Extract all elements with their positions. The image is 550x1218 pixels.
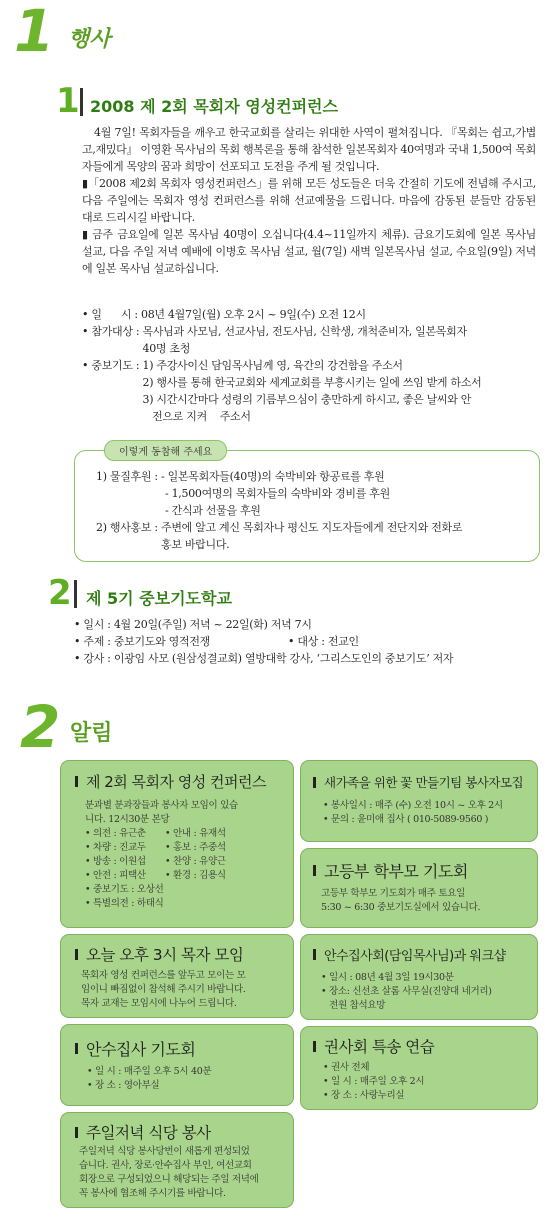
event1-title: 2008 제 2회 목회자 영성컨퍼런스 — [90, 97, 338, 116]
participate-label: 1) 물질후원 : — [96, 470, 161, 483]
detail-line: 40명 초청 — [142, 342, 191, 355]
detail-value: 08년 4월7일(월) 오후 2시 ~ 9일(수) 오전 12시 — [141, 308, 366, 321]
participate-line: 홍보 바랍니다. — [161, 538, 230, 551]
detail-line: 2) 행사를 통해 한국교회와 세계교회를 부흥시키는 일에 쓰임 받게 하소서 — [142, 376, 482, 389]
detail-date — [82, 306, 542, 323]
event1-details — [82, 306, 542, 425]
notice-title-text: 제 2회 목회자 영성 컨퍼런스 — [86, 773, 267, 791]
participate-line: 주변에 알고 계신 목회자나 평신도 지도자들에게 전단지와 전화로 — [161, 521, 463, 534]
notice-line: • 문의 : 윤미애 집사 ( 010-5089-9560 ) — [323, 814, 489, 825]
notice-flower-team — [300, 760, 538, 842]
participate-tag: 이렇게 동참해 주세요 — [104, 440, 227, 461]
notice-cell: • 홍보 : 주중석 — [165, 842, 226, 853]
event2-line: • 강사 : 이광임 사모 (원삼성결교회) 열방대학 강사, ‘그리스도인의 중보기도’ 저자 — [74, 652, 454, 665]
notice-line: • 장 소 : 사랑누리실 — [323, 1090, 405, 1101]
notice-body — [321, 887, 480, 915]
notice-body — [321, 971, 492, 1013]
notice-body — [323, 1061, 424, 1103]
notice-line: • 일 시 : 매주일 오후 2시 — [323, 1076, 425, 1087]
notice-deacon-prayer — [60, 1024, 294, 1106]
notice-cell: • 의전 : 유근춘 — [85, 828, 146, 839]
notice-title-text: 새가족을 위한 꽃 만들기팀 봉사자모집 — [324, 775, 524, 790]
event2-number: 2 — [48, 573, 72, 613]
event1-paragraph: 4월 7일! 목회자들을 깨우고 한국교회를 살리는 위대한 사역이 펼쳐집니다. 『목회는 쉽고,가볍고,재밌다』 이영환 목사님의 목회 행복론을 통해 참석한 일본목회자 40여명과 국내 1,500여 목회자들에게 목양의 꿈과 희망이 선포되고 도전을 주게 될 것입니다. — [82, 126, 536, 173]
notice-body — [85, 799, 238, 911]
participate-lines — [161, 519, 462, 553]
event1-number: 1 — [56, 81, 80, 121]
notice-title — [75, 1037, 195, 1060]
detail-label: • 참가대상 : — [82, 325, 143, 338]
notice-line: 니다. 12시30분 본당 — [85, 814, 170, 825]
event1-paragraph: ▮ 금주 금요일에 일본 목사님 40명이 오십니다(4.4~11일까지 체류). 금요기도회에 일본 목사님 설교, 다음 주일 저녁 예배에 이병호 목사님 설교, 월(7일) 새벽 일본목사님 설교, 수요일(9일) 저녁에 일본 목사님 설교하십니다. — [82, 228, 536, 275]
notice-line: 꼭 봉사에 협조해 주시기를 바랍니다. — [79, 1188, 226, 1199]
notice-cell: • 찬양 : 유양근 — [165, 856, 226, 867]
notice-line: • 특별의전 : 하태식 — [85, 898, 164, 909]
participate-item — [96, 468, 536, 519]
participate-lines — [161, 468, 390, 519]
participate-list — [96, 468, 536, 553]
detail-label: • 일 시 : — [82, 308, 142, 321]
bullet-icon — [313, 949, 316, 960]
detail-label: • 중보기도 : — [82, 359, 143, 372]
bullet-icon — [75, 776, 78, 787]
section2-number: 2 — [20, 693, 61, 761]
notice-choir-practice — [300, 1026, 538, 1110]
notice-title — [313, 945, 506, 964]
notice-body — [87, 1065, 211, 1093]
notice-cell: • 안내 : 유재석 — [165, 828, 226, 839]
event2-target: • 대상 : 전교인 — [288, 635, 359, 648]
bullet-icon — [75, 1127, 78, 1138]
notice-deacon-workshop — [300, 934, 538, 1020]
event2-topic: • 주제 : 중보기도와 영적전쟁 — [74, 635, 210, 648]
event2-title: 제 5기 중보기도학교 — [86, 589, 232, 608]
participate-line: - 1,500여명의 목회자들의 숙박비와 경비를 후원 — [165, 487, 390, 500]
event2-topic-row — [74, 633, 544, 650]
section1-title: 행사 — [68, 27, 111, 52]
notice-cell: • 안전 : 피택산 — [85, 870, 146, 881]
notice-line: 임이니 빠짐없이 참석해 주시기 바랍니다. — [81, 984, 246, 995]
notice-line: • 권사 전체 — [323, 1062, 370, 1073]
event1-divider — [80, 88, 83, 116]
notice-title-text: 안수집사 기도회 — [86, 1040, 196, 1059]
event2-info — [74, 616, 544, 667]
notice-title-text: 주일저녁 식당 봉사 — [86, 1124, 211, 1142]
notice-line: • 중보기도 : 오상선 — [85, 884, 164, 895]
event1-description — [82, 124, 536, 277]
detail-value — [143, 323, 467, 357]
bullet-icon — [313, 865, 316, 876]
notice-pair — [85, 855, 238, 869]
bullet-icon — [313, 1041, 316, 1052]
notice-cell: • 방송 : 이원섭 — [85, 856, 146, 867]
event1-paragraph: ▮「2008 제2회 목회자 영성컨퍼런스」를 위해 모든 성도들은 더욱 간절히 기도에 전념해 주시고, 다음 주일에는 목회자 영성 컨퍼런스를 위해 선교예물을 드립니다. 마음에 감동된 분들만 감동된 대로 드리시길 바랍니다. — [82, 177, 536, 224]
detail-participants — [82, 323, 542, 357]
detail-line: 3) 시간시간마다 성령의 기름부으심이 충만하게 하시고, 좋은 날씨와 안 — [142, 393, 472, 406]
notice-cell: • 환경 : 김용식 — [165, 870, 226, 881]
notice-line: 주일저녁 식당 봉사당번이 새롭게 편성되었 — [79, 1146, 250, 1157]
notice-line: • 봉사일시 : 매주 (수) 오전 10시 ~ 오후 2시 — [323, 800, 503, 811]
bullet-icon — [75, 1043, 78, 1054]
notice-line: 목회자 영성 컨퍼런스를 앞두고 모이는 모 — [81, 970, 246, 981]
notice-line: 5:30 ~ 6:30 중보기도실에서 있습니다. — [321, 902, 481, 913]
detail-value — [143, 357, 482, 425]
notice-title — [313, 773, 523, 791]
notice-line: 전원 참석요망 — [321, 1000, 386, 1011]
notice-line: • 일 시 : 매주일 오후 5시 40분 — [87, 1066, 212, 1077]
notice-line: • 장 소 : 영아부실 — [87, 1080, 160, 1091]
detail-line: 목사님과 사모님, 선교사님, 전도사님, 신학생, 개척준비자, 일본목회자 — [142, 325, 467, 338]
notice-title-text: 오늘 오후 3시 목자 모임 — [86, 946, 244, 964]
notice-line: • 장소: 신선초 살롬 사무실(진양대 네거리) — [321, 986, 492, 997]
notice-pair — [85, 841, 238, 855]
notice-cell: • 차량 : 진교두 — [85, 842, 146, 853]
notice-pair — [85, 869, 238, 883]
participate-line: - 간식과 선물을 후원 — [165, 504, 261, 517]
notice-title-text: 권사회 특송 연습 — [324, 1038, 435, 1056]
participate-line: - 일본목회자들(40명)의 숙박비와 항공료를 후원 — [161, 470, 385, 483]
notice-title — [75, 771, 266, 792]
detail-prayer — [82, 357, 542, 425]
notice-title-text: 고등부 학부모 기도회 — [324, 862, 468, 881]
bullet-icon — [313, 777, 316, 788]
notice-title — [75, 1121, 211, 1143]
notice-conference — [60, 760, 294, 928]
detail-line: 1) 주강사이신 담임목사님께 영, 육간의 강건함을 주소서 — [142, 359, 403, 372]
notice-body — [81, 969, 246, 1011]
notice-body — [323, 799, 503, 827]
notice-title — [75, 943, 243, 965]
section1-number: 1 — [14, 0, 55, 65]
notice-line: 목자 교재는 모임시에 나누어 드립니다. — [81, 998, 237, 1009]
event2-line: • 일시 : 4월 20일(주일) 저녁 ~ 22일(화) 저녁 7시 — [74, 618, 312, 631]
notice-title — [313, 859, 468, 882]
detail-line: 전으로 지켜 주소서 — [142, 410, 251, 423]
notice-line: • 일시 : 08년 4월 3일 19시30분 — [321, 972, 454, 983]
notice-shepherd-meeting — [60, 934, 294, 1018]
notice-title — [313, 1035, 434, 1057]
participate-item — [96, 519, 536, 553]
notice-line: 고등부 학부모 기도회가 매주 토요일 — [321, 888, 466, 899]
notice-dinner-service — [60, 1112, 294, 1208]
notice-line: 회장으로 구성되었으니 해당되는 주일 저녁에 — [79, 1174, 259, 1185]
bullet-icon — [75, 949, 78, 960]
event2-divider — [74, 580, 77, 608]
participate-label: 2) 행사홍보 : — [96, 521, 161, 534]
notice-title-text: 안수집사회(담임목사님)과 워크샵 — [324, 949, 506, 964]
notice-pair — [85, 827, 238, 841]
notice-line: 습니다. 권사, 장로·안수집사 부인, 여선교회 — [79, 1160, 252, 1171]
notice-parents-prayer — [300, 848, 538, 928]
notice-line: 분과별 분과장들과 봉사자 모임이 있습 — [85, 800, 238, 811]
section2-title: 알림 — [70, 721, 113, 746]
notice-body — [79, 1145, 259, 1201]
